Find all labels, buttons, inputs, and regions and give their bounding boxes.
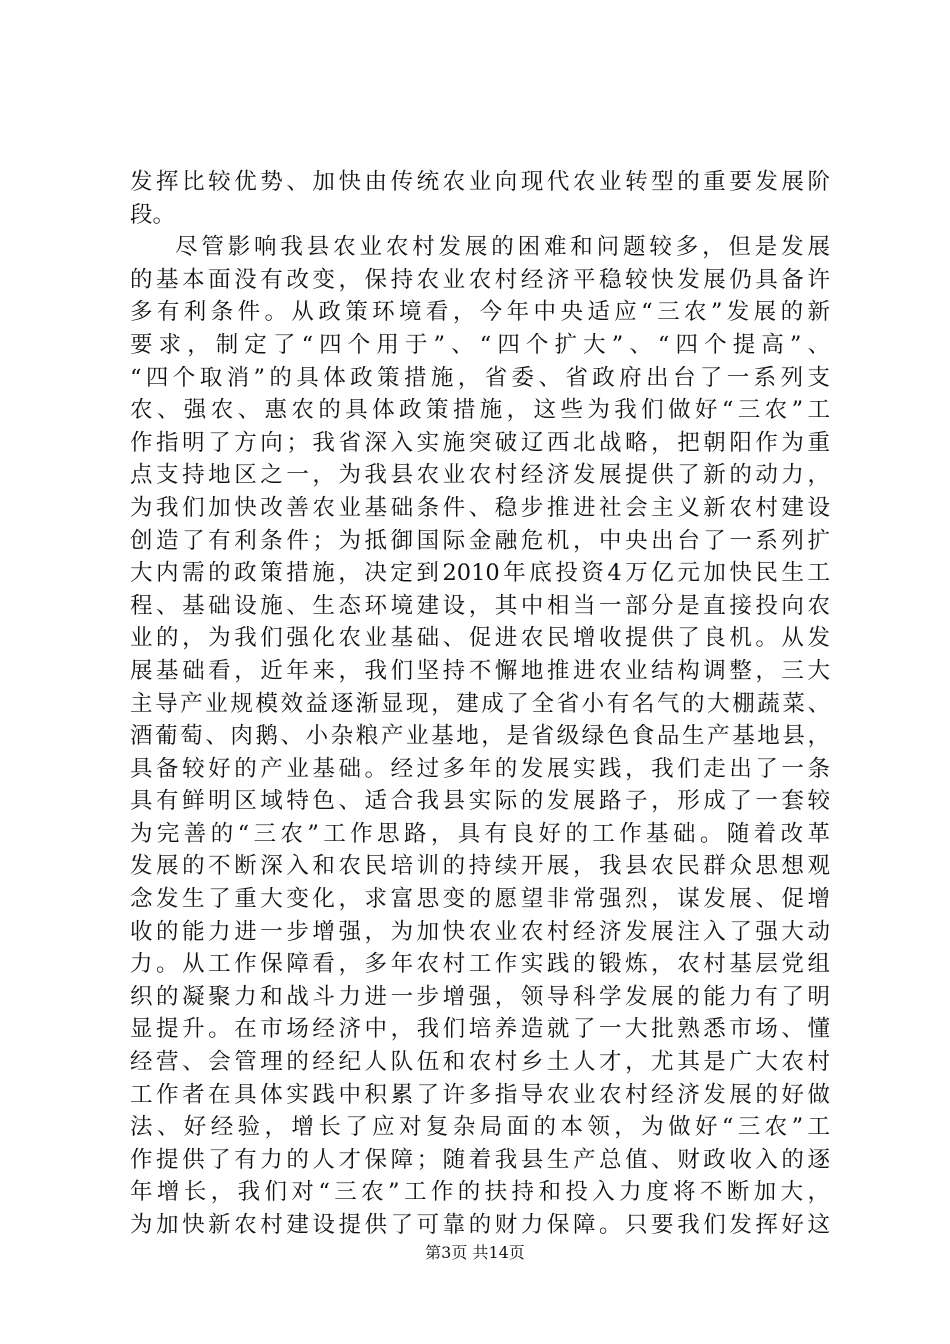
text-line: 的基本面没有改变，保持农业农村经济平稳较快发展仍具备许 bbox=[130, 266, 830, 293]
text-line: 展基础看，近年来，我们坚持不懈地推进农业结构调整，三大 bbox=[130, 657, 830, 684]
text-line: 多有利条件。从政策环境看，今年中央适应“三农”发展的新 bbox=[130, 299, 830, 326]
text-line: 程、基础设施、生态环境建设，其中相当一部分是直接投向农 bbox=[130, 592, 830, 619]
text-line: 大内需的政策措施，决定到2010年底投资4万亿元加快民生工 bbox=[130, 560, 830, 587]
text-line: 为加快新农村建设提供了可靠的财力保障。只要我们发挥好这 bbox=[130, 1212, 830, 1238]
text-line: 工作者在具体实践中积累了许多指导农业农村经济发展的好做 bbox=[130, 1081, 830, 1108]
text-line: 法、好经验，增长了应对复杂局面的本领，为做好“三农”工 bbox=[130, 1114, 830, 1141]
text-line: 具备较好的产业基础。经过多年的发展实践，我们走出了一条 bbox=[130, 755, 830, 782]
text-line: 点支持地区之一，为我县农业农村经济发展提供了新的动力， bbox=[130, 462, 830, 489]
text-line: 为完善的“三农”工作思路，具有良好的工作基础。随着改革 bbox=[130, 820, 830, 847]
text-line: 经营、会管理的经纪人队伍和农村乡土人才，尤其是广大农村 bbox=[130, 1049, 830, 1076]
text-line: 创造了有利条件；为抵御国际金融危机，中央出台了一系列扩 bbox=[130, 527, 830, 554]
text-line: 尽管影响我县农业农村发展的困难和问题较多，但是发展 bbox=[175, 234, 830, 261]
text-line: 力。从工作保障看，多年农村工作实践的锻炼，农村基层党组 bbox=[130, 951, 830, 978]
text-line: 年增长，我们对“三农”工作的扶持和投入力度将不断加大， bbox=[130, 1179, 830, 1206]
text-line: 段。 bbox=[130, 201, 176, 228]
text-line: 为我们加快改善农业基础条件、稳步推进社会主义新农村建设 bbox=[130, 494, 830, 521]
body-text bbox=[130, 166, 830, 1242]
page-footer: 第3页 共14页 bbox=[425, 1243, 525, 1262]
text-line: 发挥比较优势、加快由传统农业向现代农业转型的重要发展阶 bbox=[130, 169, 830, 195]
text-line: 要求，制定了“四个用于”、“四个扩大”、“四个提高”、 bbox=[130, 331, 830, 358]
text-line: 作提供了有力的人才保障；随着我县生产总值、财政收入的逐 bbox=[130, 1146, 830, 1173]
text-line: 主导产业规模效益逐渐显现，建成了全省小有名气的大棚蔬菜、 bbox=[130, 690, 830, 717]
text-line: 作指明了方向；我省深入实施突破辽西北战略，把朝阳作为重 bbox=[130, 429, 830, 456]
text-line: 酒葡萄、肉鹅、小杂粮产业基地，是省级绿色食品生产基地县， bbox=[130, 723, 830, 750]
text-line: 发展的不断深入和农民培训的持续开展，我县农民群众思想观 bbox=[130, 853, 830, 880]
text-line: “四个取消”的具体政策措施，省委、省政府出台了一系列支 bbox=[130, 364, 830, 391]
text-line: 收的能力进一步增强，为加快农业农村经济发展注入了强大动 bbox=[130, 918, 830, 945]
text-line: 念发生了重大变化，求富思变的愿望非常强烈，谋发展、促增 bbox=[130, 886, 830, 913]
text-line: 显提升。在市场经济中，我们培养造就了一大批熟悉市场、懂 bbox=[130, 1016, 830, 1043]
text-line: 农、强农、惠农的具体政策措施，这些为我们做好“三农”工 bbox=[130, 397, 830, 424]
text-line: 具有鲜明区域特色、适合我县实际的发展路子，形成了一套较 bbox=[130, 788, 830, 815]
text-line: 织的凝聚力和战斗力进一步增强，领导科学发展的能力有了明 bbox=[130, 983, 830, 1010]
text-line: 业的，为我们强化农业基础、促进农民增收提供了良机。从发 bbox=[130, 625, 830, 652]
